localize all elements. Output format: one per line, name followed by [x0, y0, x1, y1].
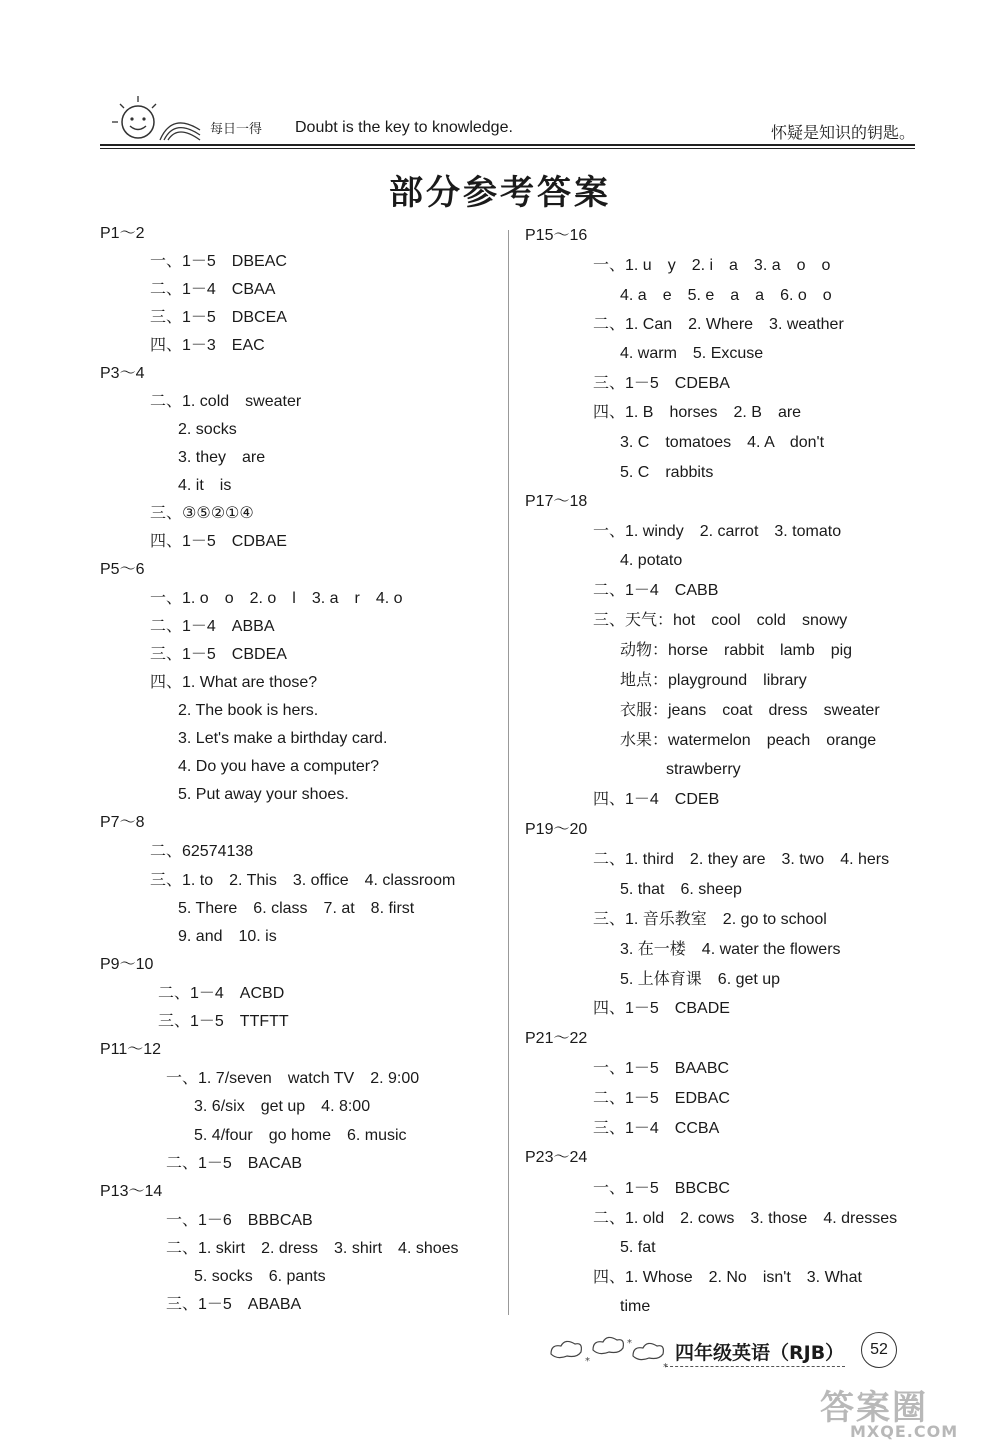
answer-line: 2. socks — [178, 421, 237, 438]
svg-text:*: * — [627, 1338, 632, 1349]
answer-line: 二、1－4 CBAA — [150, 281, 276, 298]
motto-english: Doubt is the key to knowledge. — [295, 119, 513, 136]
watermark-logo: 答案圈 — [820, 1388, 928, 1428]
answer-line: 动物：horse rabbit lamb pig — [620, 642, 853, 659]
motto-chinese: 怀疑是知识的钥匙。 — [770, 123, 915, 142]
watermark-url: MXQE.COM — [850, 1422, 959, 1441]
page-range-label: P7～8 — [100, 814, 145, 831]
answer-line: 5. socks 6. pants — [194, 1268, 326, 1285]
answer-line: time — [620, 1298, 651, 1315]
answer-line: 5. 4/four go home 6. music — [194, 1127, 407, 1144]
page-range-label: P15～16 — [525, 227, 588, 244]
answer-line: 5. C rabbits — [620, 464, 714, 481]
sun-icon — [100, 92, 210, 144]
answer-line: 一、1. u y 2. i a 3. a o o — [593, 257, 831, 274]
answer-line: 二、1. cold sweater — [150, 393, 302, 410]
answer-line: 3. C tomatoes 4. A don't — [620, 434, 825, 451]
header-rule-thin — [100, 148, 915, 149]
cloud-decoration-icon — [545, 1334, 670, 1374]
watermark — [820, 1380, 990, 1445]
answer-line: 四、1. What are those? — [150, 674, 318, 691]
answer-line: 四、1. Whose 2. No isn't 3. What — [593, 1269, 862, 1286]
answer-line: 四、1－5 CBADE — [593, 1000, 730, 1017]
answer-line: 一、1. o o 2. o l 3. a r 4. o — [150, 590, 403, 607]
answer-line: 5. that 6. sheep — [620, 881, 742, 898]
answer-line: 5. Put away your shoes. — [178, 786, 349, 803]
answer-line: 三、1－5 TTFTT — [158, 1013, 289, 1030]
answer-line: 二、1. old 2. cows 3. those 4. dresses — [593, 1210, 898, 1227]
answer-line: 衣服：jeans coat dress sweater — [620, 702, 880, 719]
answer-line: 4. Do you have a computer? — [178, 758, 380, 775]
answer-line: 5. 上体育课 6. get up — [620, 971, 781, 988]
answer-line: 一、1. 7/seven watch TV 2. 9:00 — [166, 1070, 420, 1087]
answer-line: 二、1. skirt 2. dress 3. shirt 4. shoes — [166, 1240, 459, 1257]
answer-line: 二、1－4 ACBD — [158, 985, 285, 1002]
answer-line: 二、1－5 BACAB — [166, 1155, 303, 1172]
column-divider — [508, 230, 509, 1315]
answer-line: 一、1. windy 2. carrot 3. tomato — [593, 523, 842, 540]
answer-line: 3. 6/six get up 4. 8:00 — [194, 1098, 371, 1115]
answer-line: 4. potato — [620, 552, 683, 569]
answer-line: 4. it is — [178, 477, 232, 494]
page-range-label: P21～22 — [525, 1030, 588, 1047]
answer-line: 三、1－4 CCBA — [593, 1120, 720, 1137]
answer-line: 四、1. B horses 2. B are — [593, 404, 802, 421]
page-number: 52 — [861, 1332, 897, 1368]
footer-dash-rule — [665, 1366, 845, 1367]
answer-line: 一、1－6 BBBCAB — [166, 1212, 313, 1229]
answer-line: 2. The book is hers. — [178, 702, 319, 719]
answer-line: 三、1－5 CBDEA — [150, 646, 287, 663]
answer-line: 4. a e 5. e a a 6. o o — [620, 287, 832, 304]
answer-line: 9. and 10. is — [178, 928, 277, 945]
answer-line: 二、1－5 EDBAC — [593, 1090, 730, 1107]
answer-line: 一、1－5 BAABC — [593, 1060, 730, 1077]
page-range-label: P11～12 — [100, 1041, 162, 1058]
page-footer — [545, 1330, 925, 1380]
answer-line: 5. There 6. class 7. at 8. first — [178, 900, 415, 917]
page-range-label: P17～18 — [525, 493, 588, 510]
header-rule — [100, 144, 915, 146]
answer-line: 三、1. 音乐教室 2. go to school — [593, 911, 827, 928]
answer-line: 三、1－5 DBCEA — [150, 309, 287, 326]
answer-line: 地点：playground library — [620, 672, 807, 689]
answer-line: 3. Let's make a birthday card. — [178, 730, 388, 747]
answer-line: 四、1－5 CDBAE — [150, 533, 287, 550]
answer-line: 二、62574138 — [150, 843, 254, 860]
page-range-label: P5～6 — [100, 561, 145, 578]
svg-text:*: * — [663, 1362, 668, 1373]
answer-line: 三、③⑤②①④ — [150, 505, 254, 522]
answer-line: strawberry — [666, 761, 741, 778]
page-range-label: P23～24 — [525, 1149, 588, 1166]
answer-line: 4. warm 5. Excuse — [620, 345, 764, 362]
page-header — [100, 92, 915, 152]
answer-line: 二、1－4 CABB — [593, 582, 719, 599]
answer-line: 三、天气：hot cool cold snowy — [593, 612, 848, 629]
svg-text:*: * — [585, 1356, 590, 1367]
answer-line: 二、1. Can 2. Where 3. weather — [593, 316, 844, 333]
answer-line: 三、1－5 CDEBA — [593, 375, 730, 392]
answer-line: 水果：watermelon peach orange — [620, 732, 877, 749]
answer-line: 3. 在一楼 4. water the flowers — [620, 941, 841, 958]
answer-line: 二、1－4 ABBA — [150, 618, 275, 635]
motto-tag: 每日一得 — [210, 122, 263, 137]
answer-line: 三、1－5 ABABA — [166, 1296, 302, 1313]
page-range-label: P9～10 — [100, 956, 154, 973]
page-range-label: P1～2 — [100, 225, 145, 242]
answer-line: 四、1－3 EAC — [150, 337, 265, 354]
answer-line: 一、1－5 BBCBC — [593, 1180, 730, 1197]
answer-line: 一、1－5 DBEAC — [150, 253, 287, 270]
answer-line: 5. fat — [620, 1239, 656, 1256]
book-title: 四年级英语（RJB） — [675, 1342, 845, 1364]
answer-line: 三、1. to 2. This 3. office 4. classroom — [150, 872, 456, 889]
answer-line: 二、1. third 2. they are 3. two 4. hers — [593, 851, 890, 868]
page-title: 部分参考答案 — [389, 173, 611, 213]
page-range-label: P19～20 — [525, 821, 588, 838]
answer-line: 四、1－4 CDEB — [593, 791, 720, 808]
answer-line: 3. they are — [178, 449, 266, 466]
page-range-label: P3～4 — [100, 365, 145, 382]
page-range-label: P13～14 — [100, 1183, 163, 1200]
